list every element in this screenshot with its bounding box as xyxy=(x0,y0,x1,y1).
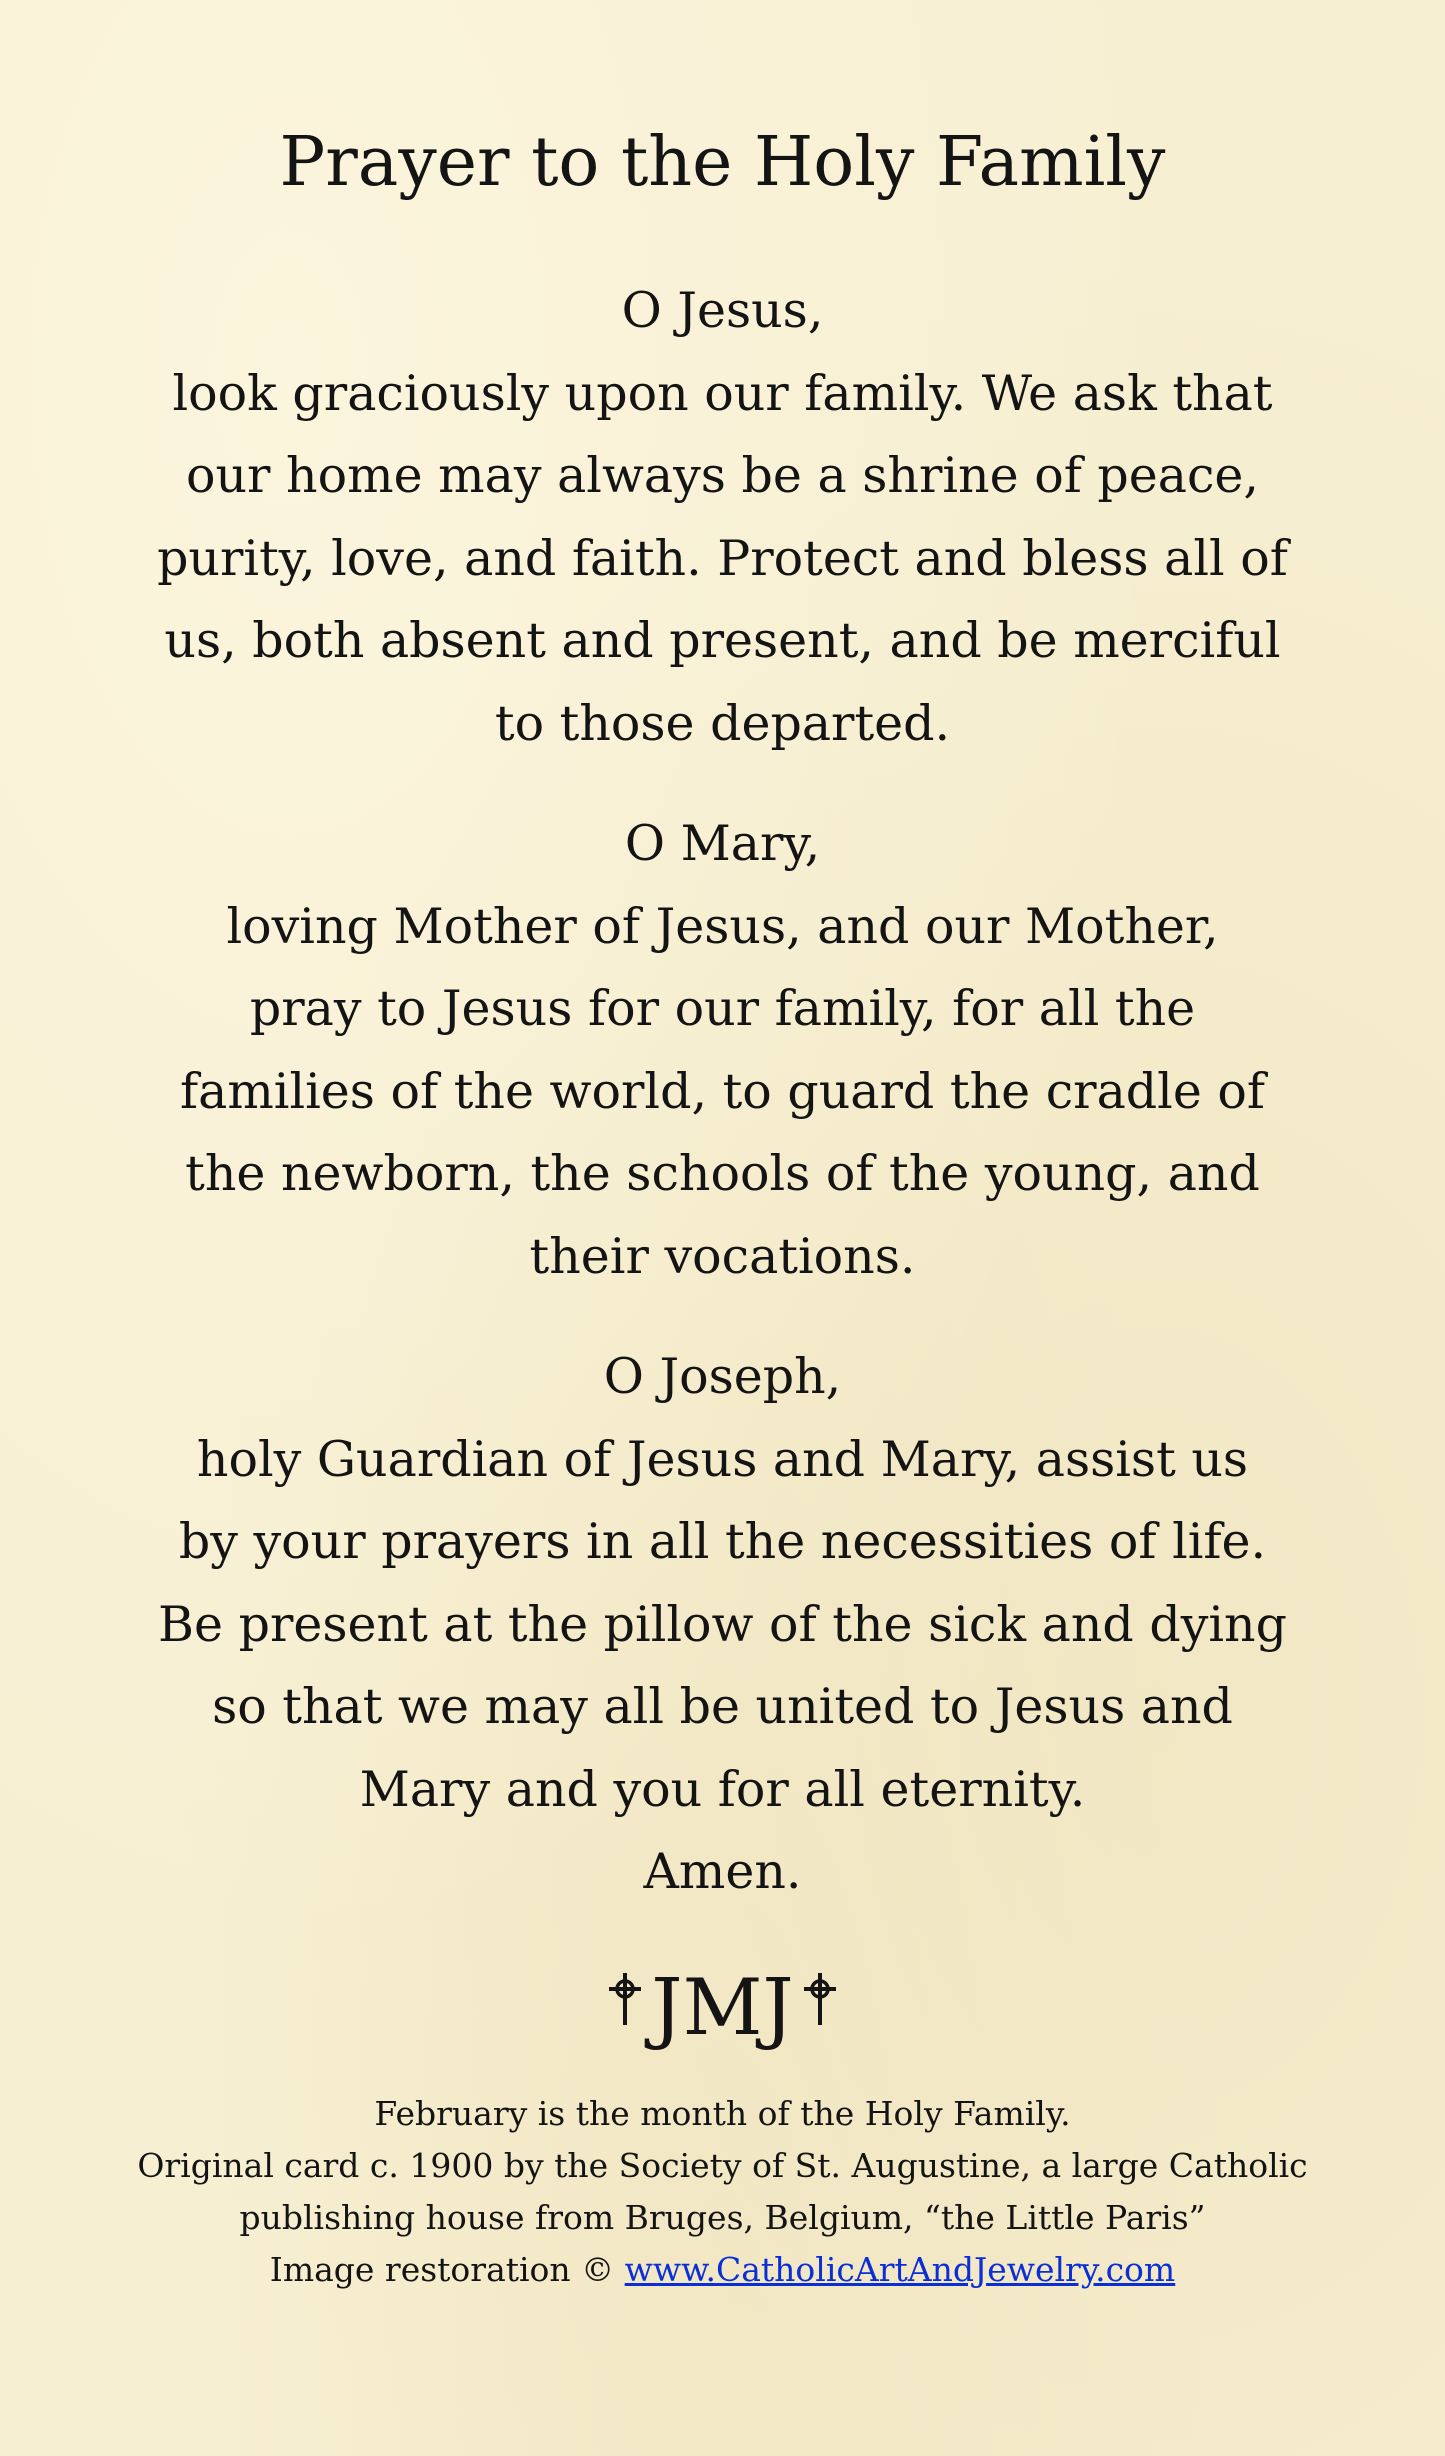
stanza-line: families of the world, to guard the cradle of xyxy=(179,1062,1266,1120)
stanza-joseph xyxy=(115,1336,1330,1831)
cross-icon xyxy=(800,1971,840,2027)
cross-icon xyxy=(605,1971,645,2027)
amen-text: Amen. xyxy=(643,1843,802,1900)
jmj-monogram xyxy=(0,1958,1445,2058)
stanza-line: loving Mother of Jesus, and our Mother, xyxy=(226,897,1219,955)
stanza-line: our home may always be a shrine of peace, xyxy=(186,447,1259,504)
stanza-line: holy Guardian of Jesus and Mary, assist us xyxy=(196,1430,1249,1488)
page-title: Prayer to the Holy Family xyxy=(279,123,1166,202)
stanza-line: to those departed. xyxy=(494,694,951,752)
stanza-address: O Mary, xyxy=(624,815,821,872)
stanza-line: purity, love, and faith. Protect and bless all of xyxy=(157,529,1288,587)
footer-credit xyxy=(0,2244,1445,2296)
stanza-address: O Joseph, xyxy=(603,1348,842,1405)
stanza-line: us, both absent and present, and be merciful xyxy=(164,612,1281,669)
footer-line: February is the month of the Holy Family. xyxy=(374,2094,1071,2133)
stanza-mary xyxy=(115,803,1330,1298)
prayer-body xyxy=(115,270,1330,1914)
stanza-line: their vocations. xyxy=(529,1227,916,1285)
footer-line: publishing house from Bruges, Belgium, “the Little Paris” xyxy=(239,2198,1206,2237)
stanza-line: pray to Jesus for our family, for all the xyxy=(249,980,1196,1037)
stanza-line: so that we may all be united to Jesus and xyxy=(212,1678,1233,1735)
stanza-address: O Jesus, xyxy=(621,282,824,339)
stanza-line: the newborn, the schools of the young, and xyxy=(185,1145,1260,1202)
footer-notes xyxy=(0,2088,1445,2296)
website-link[interactable]: www.CatholicArtAndJewelry.com xyxy=(624,2250,1176,2289)
footer-line: Original card c. 1900 by the Society of St. Augustine, a large Catholic xyxy=(137,2146,1308,2185)
monogram-text: JMJ xyxy=(651,1963,794,2053)
stanza-line: by your prayers in all the necessities of life. xyxy=(178,1513,1267,1570)
credit-prefix: Image restoration © xyxy=(269,2250,625,2289)
stanza-line: Be present at the pillow of the sick and dying xyxy=(158,1595,1287,1653)
stanza-jesus xyxy=(115,270,1330,765)
stanza-line: look graciously upon our family. We ask that xyxy=(172,364,1273,422)
stanza-line: Mary and you for all eternity. xyxy=(359,1760,1086,1818)
